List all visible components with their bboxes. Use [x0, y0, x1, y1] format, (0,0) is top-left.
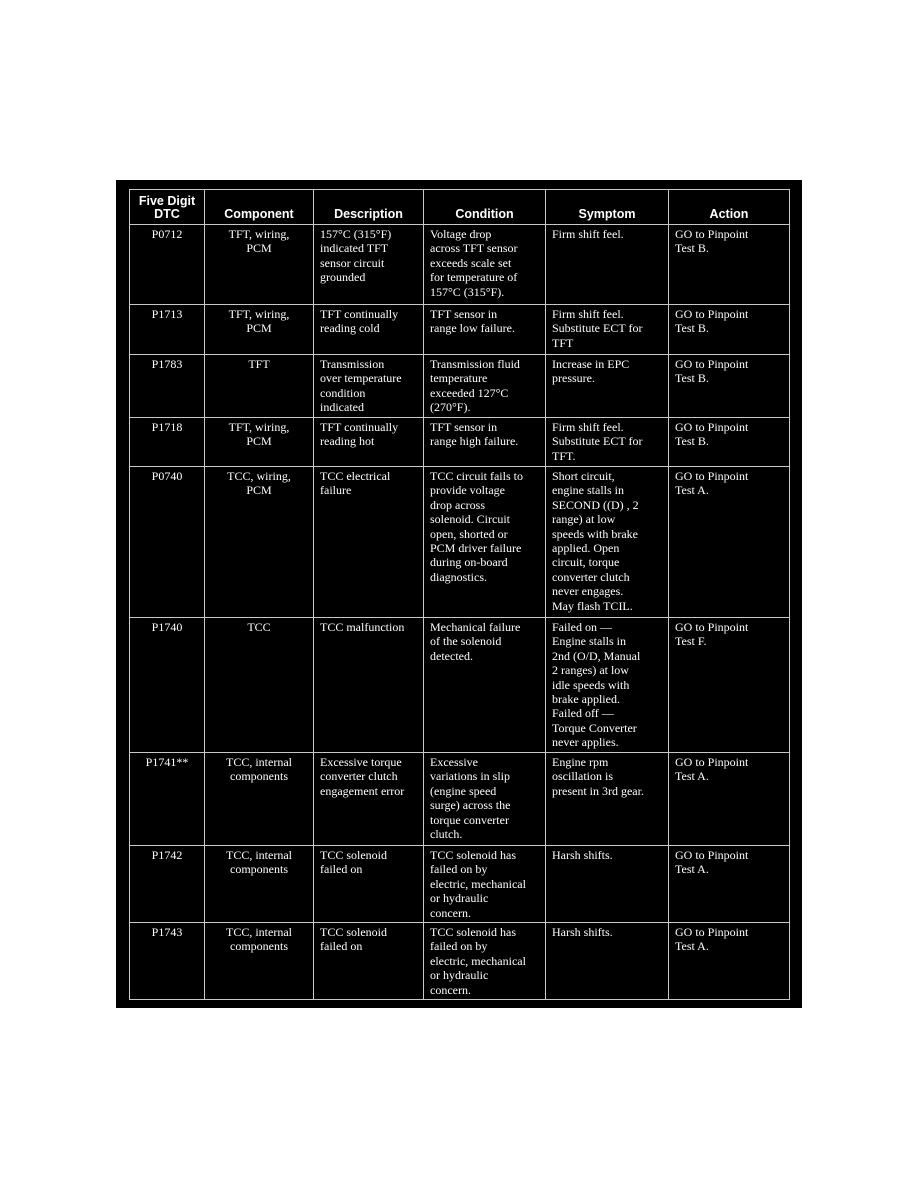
condition-cell: Transmission fluid temperature exceeded 127°C (270°F).	[424, 355, 546, 418]
description-cell: TFT continually reading cold	[314, 305, 424, 355]
action-cell: GO to Pinpoint Test B.	[669, 418, 790, 467]
header-action: Action	[669, 190, 790, 225]
description-cell: 157°C (315°F) indicated TFT sensor circuit grounded	[314, 225, 424, 305]
dtc-cell: P1713	[130, 305, 205, 355]
action-cell: GO to Pinpoint Test B.	[669, 225, 790, 305]
table-row	[130, 305, 790, 355]
dtc-cell: P0740	[130, 467, 205, 618]
table-row	[130, 753, 790, 846]
dtc-table	[129, 189, 790, 1000]
symptom-cell: Harsh shifts.	[546, 923, 669, 1000]
action-cell: GO to Pinpoint Test B.	[669, 355, 790, 418]
header-symptom: Symptom	[546, 190, 669, 225]
description-cell: TCC solenoid failed on	[314, 846, 424, 923]
symptom-cell: Firm shift feel.	[546, 225, 669, 305]
condition-cell: TFT sensor in range high failure.	[424, 418, 546, 467]
dtc-cell: P1783	[130, 355, 205, 418]
action-cell: GO to Pinpoint Test A.	[669, 467, 790, 618]
dtc-cell: P0712	[130, 225, 205, 305]
component-cell: TCC, wiring, PCM	[205, 467, 314, 618]
condition-cell: TCC solenoid has failed on by electric, mechanical or hydraulic concern.	[424, 846, 546, 923]
header-dtc: Five Digit DTC	[130, 190, 205, 225]
symptom-cell: Firm shift feel. Substitute ECT for TFT.	[546, 418, 669, 467]
action-cell: GO to Pinpoint Test F.	[669, 618, 790, 753]
component-cell: TFT, wiring, PCM	[205, 305, 314, 355]
description-cell: TCC malfunction	[314, 618, 424, 753]
header-condition: Condition	[424, 190, 546, 225]
symptom-cell: Firm shift feel. Substitute ECT for TFT	[546, 305, 669, 355]
condition-cell: Voltage drop across TFT sensor exceeds scale set for temperature of 157°C (315°F).	[424, 225, 546, 305]
symptom-cell: Short circuit, engine stalls in SECOND ((D) , 2 range) at low speeds with brake applied. Open circuit, torque converter clutch never engages. May flash TCIL.	[546, 467, 669, 618]
condition-cell: TCC circuit fails to provide voltage drop across solenoid. Circuit open, shorted or PCM driver failure during on-board diagnostics.	[424, 467, 546, 618]
table-row	[130, 355, 790, 418]
description-cell: Excessive torque converter clutch engagement error	[314, 753, 424, 846]
action-cell: GO to Pinpoint Test B.	[669, 305, 790, 355]
component-cell: TCC, internal components	[205, 923, 314, 1000]
condition-cell: Excessive variations in slip (engine speed surge) across the torque converter clutch.	[424, 753, 546, 846]
symptom-cell: Failed on — Engine stalls in 2nd (O/D, Manual 2 ranges) at low idle speeds with brake applied. Failed off — Torque Converter never applies.	[546, 618, 669, 753]
component-cell: TCC	[205, 618, 314, 753]
component-cell: TFT, wiring, PCM	[205, 418, 314, 467]
action-cell: GO to Pinpoint Test A.	[669, 753, 790, 846]
dtc-cell: P1742	[130, 846, 205, 923]
symptom-cell: Increase in EPC pressure.	[546, 355, 669, 418]
dtc-cell: P1718	[130, 418, 205, 467]
description-cell: TCC electrical failure	[314, 467, 424, 618]
symptom-cell: Harsh shifts.	[546, 846, 669, 923]
table-row	[130, 225, 790, 305]
component-cell: TFT, wiring, PCM	[205, 225, 314, 305]
dtc-cell: P1743	[130, 923, 205, 1000]
dtc-table-panel	[116, 180, 802, 1008]
action-cell: GO to Pinpoint Test A.	[669, 846, 790, 923]
condition-cell: TFT sensor in range low failure.	[424, 305, 546, 355]
description-cell: Transmission over temperature condition indicated	[314, 355, 424, 418]
table-row	[130, 846, 790, 923]
condition-cell: TCC solenoid has failed on by electric, mechanical or hydraulic concern.	[424, 923, 546, 1000]
table-row	[130, 618, 790, 753]
description-cell: TFT continually reading hot	[314, 418, 424, 467]
table-row	[130, 923, 790, 1000]
component-cell: TCC, internal components	[205, 753, 314, 846]
dtc-cell: P1740	[130, 618, 205, 753]
header-description: Description	[314, 190, 424, 225]
symptom-cell: Engine rpm oscillation is present in 3rd gear.	[546, 753, 669, 846]
table-row	[130, 467, 790, 618]
condition-cell: Mechanical failure of the solenoid detected.	[424, 618, 546, 753]
dtc-cell: P1741**	[130, 753, 205, 846]
table-row	[130, 418, 790, 467]
header-row	[130, 190, 790, 225]
header-component: Component	[205, 190, 314, 225]
description-cell: TCC solenoid failed on	[314, 923, 424, 1000]
component-cell: TFT	[205, 355, 314, 418]
component-cell: TCC, internal components	[205, 846, 314, 923]
action-cell: GO to Pinpoint Test A.	[669, 923, 790, 1000]
